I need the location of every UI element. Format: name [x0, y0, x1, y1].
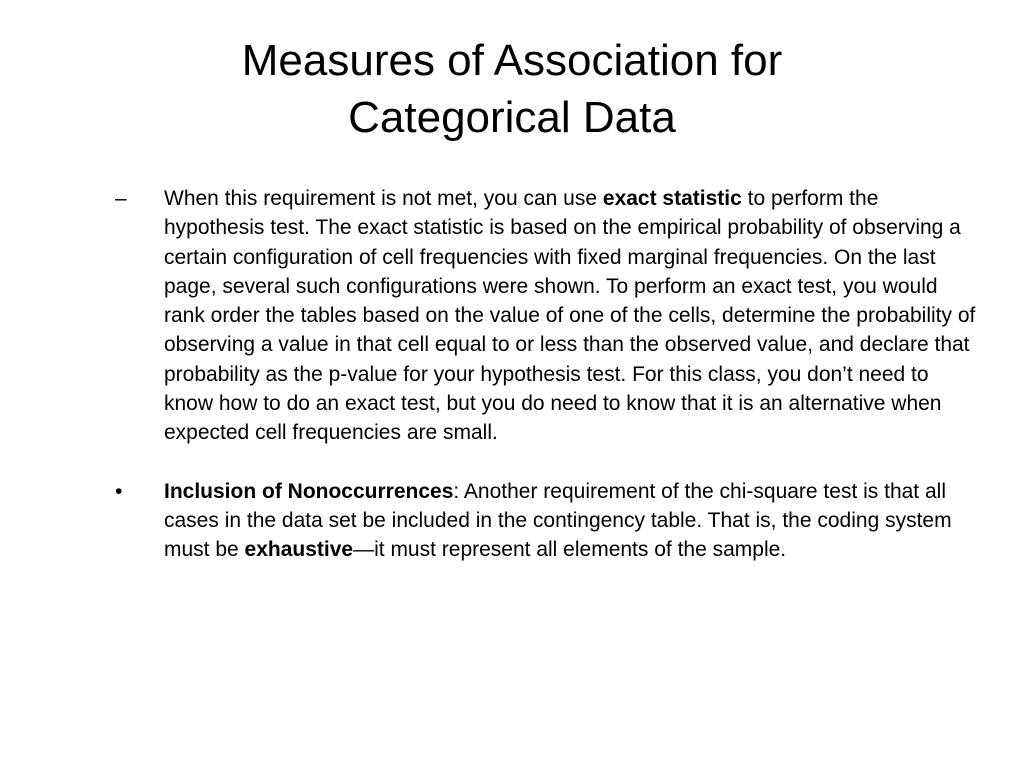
dash-marker: –	[115, 187, 127, 210]
paragraph-text: —it must represent all elements of the sample.	[353, 538, 787, 562]
nonoccurrences-paragraph	[164, 477, 980, 565]
exhaustive-term: exhaustive	[244, 538, 354, 562]
slide-body	[110, 184, 980, 565]
bullet-marker: •	[115, 479, 123, 503]
paragraph-text: : Another requirement of the chi-square test is that all cases in the data set be included in the contingency table. That is, the coding system must be	[164, 479, 952, 562]
exact-statistic-term: exact statistic	[602, 187, 742, 210]
bullet-list-item	[110, 477, 980, 565]
slide-title-line-2: Categorical Data	[348, 93, 676, 142]
exact-statistic-paragraph	[164, 184, 980, 448]
slide-title	[100, 32, 924, 146]
dash-list-item	[110, 184, 980, 448]
paragraph-text: When this requirement is not met, you can use	[164, 187, 603, 210]
slide-title-line-1: Measures of Association for	[241, 36, 783, 85]
nonoccurrences-heading: Inclusion of Nonoccurrences	[164, 479, 454, 503]
paragraph-text: to perform the hypothesis test. The exact statistic is based on the empirical probability of observing a certain configuration of cell frequencies with fixed marginal frequencies. On the last page, several such configurations were shown. To perform an exact test, you would rank order the tables based on the value of one of the cells, determine the probability of observing a value in that cell equal to or less than the observed value, and declare that probability as the p-value for your hypothesis test. For this class, you don’t need to know how to do an exact test, but you do need to know that it is an alternative when expected cell frequencies are small.	[164, 187, 976, 445]
